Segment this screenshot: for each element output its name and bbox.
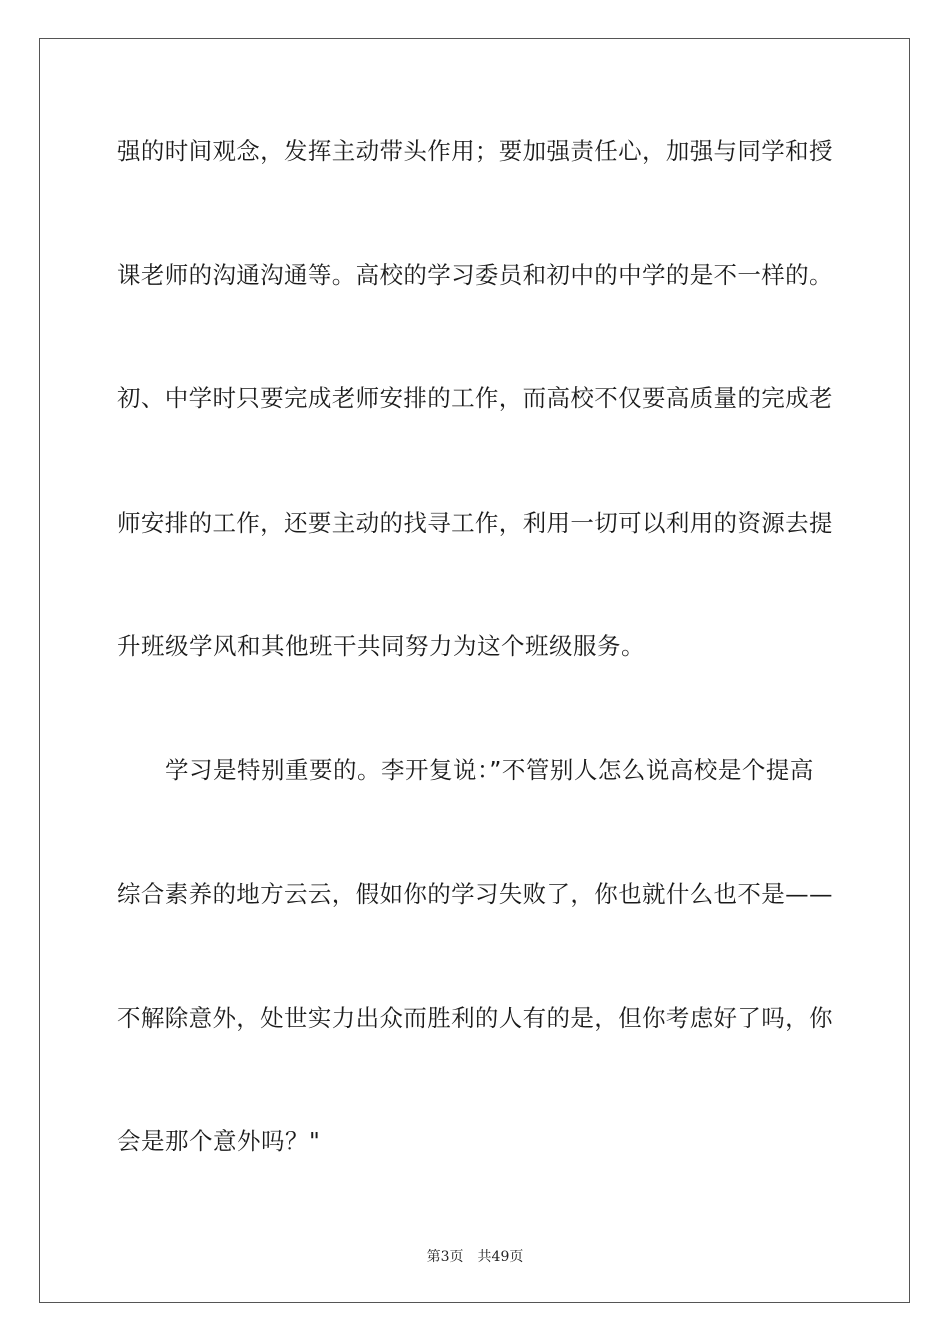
page-border xyxy=(39,38,910,1303)
text-line: 强的时间观念，发挥主动带头作用；要加强责任心，加强与同学和授 xyxy=(117,137,833,165)
text-line: 初、中学时只要完成老师安排的工作，而高校不仅要高质量的完成老 xyxy=(117,384,833,412)
text-line: 不解除意外，处世实力出众而胜利的人有的是，但你考虑好了吗，你 xyxy=(117,1004,833,1032)
text-line: 会是那个意外吗？" xyxy=(117,1127,321,1155)
page-number-footer: 第3页 共49页 xyxy=(426,1249,524,1265)
text-line: 课老师的沟通沟通等。高校的学习委员和初中的中学的是不一样的。 xyxy=(117,261,833,289)
text-line: 升班级学风和其他班干共同努力为这个班级服务。 xyxy=(117,632,645,660)
text-line: 综合素养的地方云云，假如你的学习失败了，你也就什么也不是—— xyxy=(117,880,833,908)
text-line: 学习是特别重要的。李开复说：”不管别人怎么说高校是个提高 xyxy=(117,756,814,784)
text-line: 师安排的工作，还要主动的找寻工作，利用一切可以利用的资源去提 xyxy=(117,509,833,537)
